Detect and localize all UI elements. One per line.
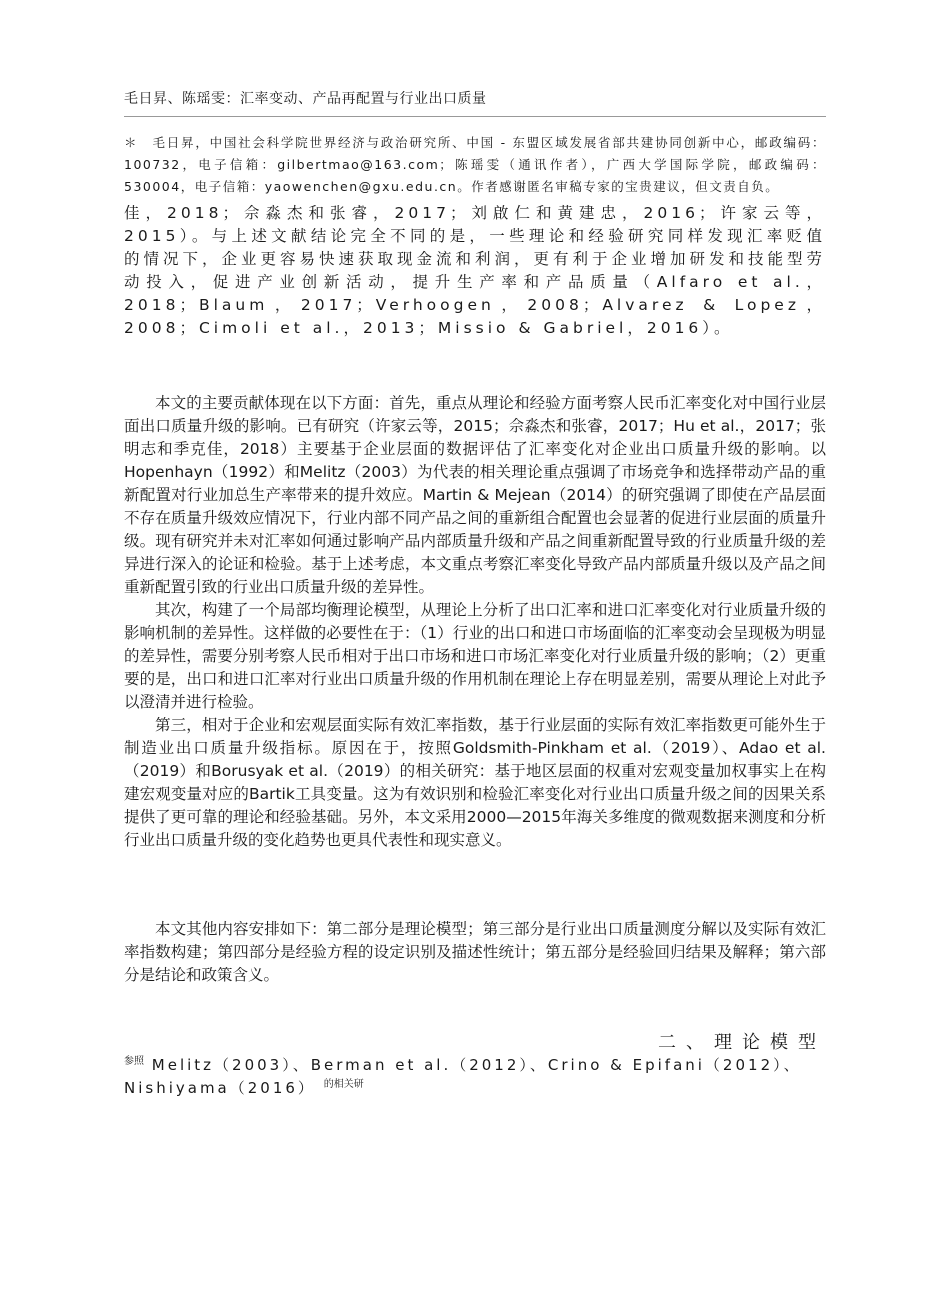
section-tail: 的相关研 bbox=[323, 1079, 364, 1090]
running-header: 毛日昇、陈瑶雯：汇率变动、产品再配置与行业出口质量 bbox=[124, 91, 487, 107]
body-text-3 bbox=[124, 918, 826, 987]
paragraph-3: 第三，相对于企业和宏观层面实际有效汇率指数，基于行业层面的实际有效汇率指数更可能外生于制造业出口质量升级指标。原因在于，按照Goldsmith-Pinkham et al.（2019）、Adao et al.（2019）和Borusyak et al.（2019）的相关研究：基于地区层面的权重对宏观变量加权事实上在构建宏观变量对应的Bartik工具变量。这为有效识别和检验汇率变化对行业出口质量升级之间的因果关系提供了更可靠的理论和经验基础。另外，本文采用2000—2015年海关多维度的微观数据来测度和分析行业出口质量升级的变化趋势也更具代表性和现实意义。 bbox=[124, 716, 826, 849]
section-first-line bbox=[124, 1052, 826, 1098]
paragraph-1: 本文的主要贡献体现在以下方面：首先，重点从理论和经验方面考察人民币汇率变化对中国行业层面出口质量升级的影响。已有研究（许家云等，2015；佘淼杰和张睿，2017；Hu et al.，2017；张明志和季克佳，2018）主要基于企业层面的数据评估了汇率变化对企业出口质量升级的影响。以Hopenhayn（1992）和Melitz（2003）为代表的相关理论重点强调了市场竞争和选择带动产品的重新配置对行业加总生产率带来的提升效应。Martin & Mejean（2014）的研究强调了即使在产品层面不存在质量升级效应情况下，行业内部不同产品之间的重新组合配置也会显著的促进行业层面的质量升级。现有研究并未对汇率如何通过影响产品内部质量升级和产品之间重新配置导致的行业质量升级的差异进行深入的论证和检验。基于上述考虑，本文重点考察汇率变化导致产品内部质量升级以及产品之间重新配置引致的行业出口质量升级的差异性。 bbox=[124, 394, 826, 596]
body-text-2 bbox=[124, 392, 826, 852]
section-lead: 参照 bbox=[124, 1056, 144, 1067]
section-heading: 二、理论模型 bbox=[658, 1032, 826, 1053]
author-footnote: ＊ 毛日昇，中国社会科学院世界经济与政治研究所、中国 - 东盟区域发展省部共建协同创新中心，邮政编码：100732，电子信箱：gilbertmao@163.com；陈瑶雯（通讯作者），广西大学国际学院，邮政编码：530004，电子信箱：yaowenchen@gxu.edu.cn。作者感谢匿名审稿专家的宝贵建议，但文责自负。 bbox=[124, 135, 826, 194]
header-rule bbox=[124, 116, 826, 117]
paragraph-2: 其次，构建了一个局部均衡理论模型，从理论上分析了出口汇率和进口汇率变化对行业质量升级的影响机制的差异性。这样做的必要性在于：（1）行业的出口和进口市场面临的汇率变动会呈现极为明显的差异性，需要分别考察人民币相对于出口市场和进口市场汇率变化对行业质量升级的影响；（2）更重要的是，出口和进口汇率对行业出口质量升级的作用机制在理论上存在明显差别，需要从理论上对此予以澄清并进行检验。 bbox=[124, 601, 826, 711]
section-citations: Melitz（2003）、Berman et al.（2012）、Crino & Epifani（2012）、Nishiyama（2016） bbox=[124, 1056, 802, 1097]
paragraph-0: 佳，2018；佘淼杰和张睿，2017；刘啟仁和黄建忠，2016；许家云等，2015）。与上述文献结论完全不同的是，一些理论和经验研究同样发现汇率贬值的情况下，企业更容易快速获取现金流和利润，更有利于企业增加研发和技能型劳动投入，促进产业创新活动，提升生产率和产品质量（Alfaro et al.，2018；Blaum，2017；Verhoogen，2008；Alvarez & Lopez，2008；Cimoli et al.，2013；Missio & Gabriel，2016）。 bbox=[124, 204, 827, 337]
paragraph-4: 本文其他内容安排如下：第二部分是理论模型；第三部分是行业出口质量测度分解以及实际有效汇率指数构建；第四部分是经验方程的设定识别及描述性统计；第五部分是经验回归结果及解释；第六部分是结论和政策含义。 bbox=[124, 920, 826, 984]
body-text bbox=[124, 202, 826, 340]
